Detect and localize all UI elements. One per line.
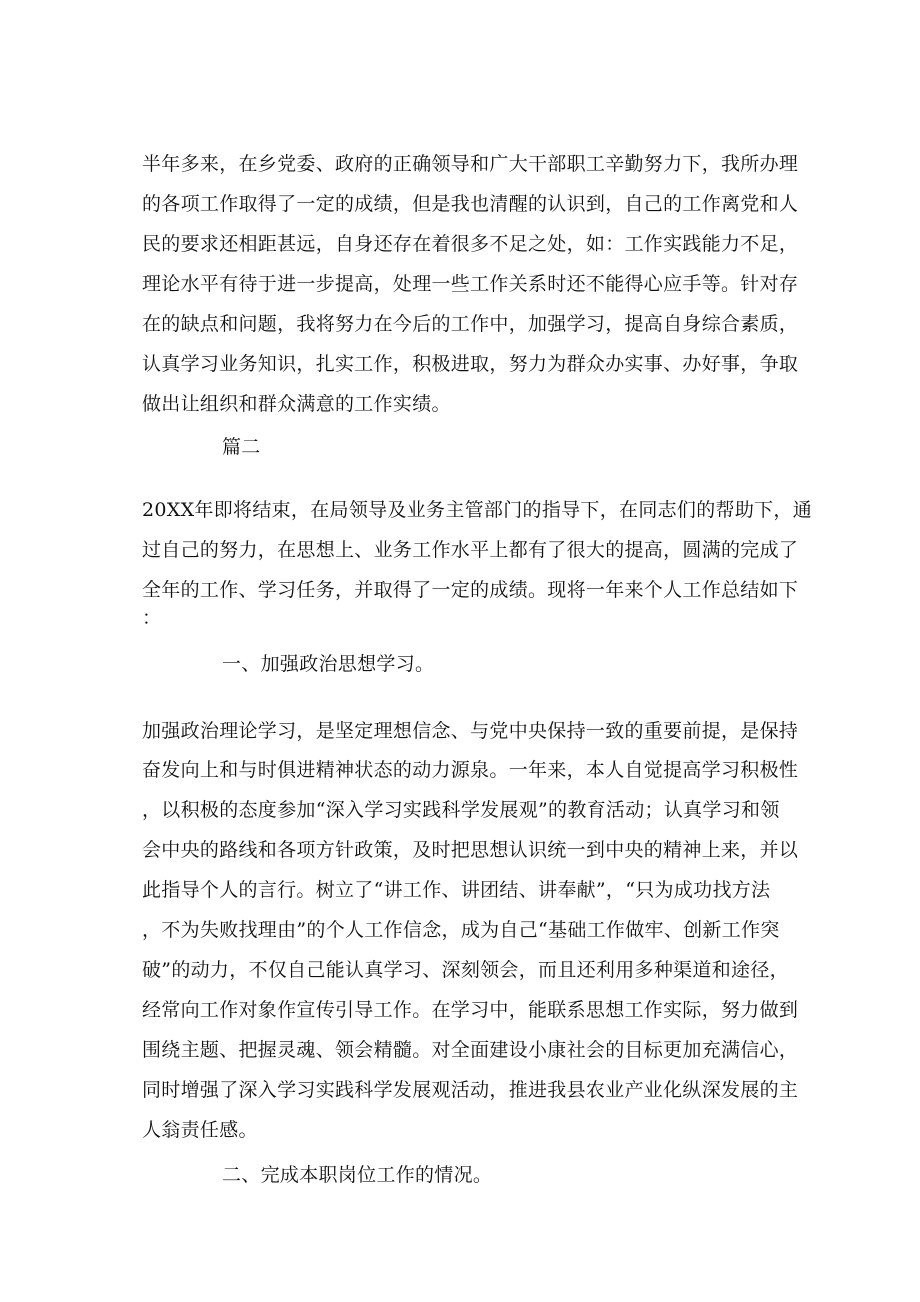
text-line: 认真学习业务知识，扎实工作，积极进取，努力为群众办实事、办好事，争取	[142, 353, 799, 375]
text-line: 破”的动力，不仅自己能认真学习、深刻领会，而且还利用多种渠道和途径，	[142, 959, 789, 981]
text-line: 同时增强了深入学习实践科学发展观活动，推进我县农业产业化纵深发展的主	[142, 1079, 799, 1101]
text-line: 加强政治理论学习，是坚定理想信念、与党中央保持一致的重要前提，是保持	[142, 720, 799, 742]
text-line: 此指导个人的言行。树立了“讲工作、讲团结、讲奉献”，“只为成功找方法	[142, 879, 771, 901]
text-line: 会中央的路线和各项方针政策，及时把思想认识统一到中央的精神上来，并以	[142, 839, 799, 861]
section-heading: 一、加强政治思想学习。	[222, 653, 435, 675]
text-line: ，不为失败找理由”的个人工作信念，成为自己“基础工作做牢、创新工作突	[142, 919, 780, 941]
text-line: 民的要求还相距甚远，自身还存在着很多不足之处，如：工作实践能力不足，	[142, 233, 799, 255]
text-line: 的各项工作取得了一定的成绩，但是我也清醒的认识到，自己的工作离党和人	[142, 193, 799, 215]
text-line: 在的缺点和问题，我将努力在今后的工作中，加强学习，提高自身综合素质，	[142, 313, 799, 335]
text-line: 做出让组织和群众满意的工作实绩。	[142, 393, 451, 415]
text-line: 过自己的努力，在思想上、业务工作水平上都有了很大的提高，圆满的完成了	[142, 539, 799, 561]
text-line: 围绕主题、把握灵魂、领会精髓。对全面建设小康社会的目标更加充满信心，	[142, 1039, 799, 1061]
text-line: ，以积极的态度参加“深入学习实践科学发展观”的教育活动；认真学习和领	[142, 799, 780, 821]
text-line: 半年多来，在乡党委、政府的正确领导和广大干部职工辛勤努力下，我所办理	[142, 153, 799, 175]
text-line: ：	[142, 607, 162, 629]
section-heading: 二、完成本职岗位工作的情况。	[222, 1164, 493, 1186]
text-line: 20XX年即将结束，在局领导及业务主管部门的指导下，在同志们的帮助下，通	[142, 499, 813, 521]
text-line: 经常向工作对象作宣传引导工作。在学习中，能联系思想工作实际，努力做到	[142, 999, 799, 1021]
text-line: 人翁责任感。	[142, 1119, 258, 1141]
text-line: 奋发向上和与时俱进精神状态的动力源泉。一年来，本人自觉提高学习积极性	[142, 759, 799, 781]
text-line: 全年的工作、学习任务，并取得了一定的成绩。现将一年来个人工作总结如下	[142, 579, 799, 601]
text-line: 理论水平有待于进一步提高，处理一些工作关系时还不能得心应手等。针对存	[142, 273, 799, 295]
section-heading: 篇二	[222, 436, 261, 458]
